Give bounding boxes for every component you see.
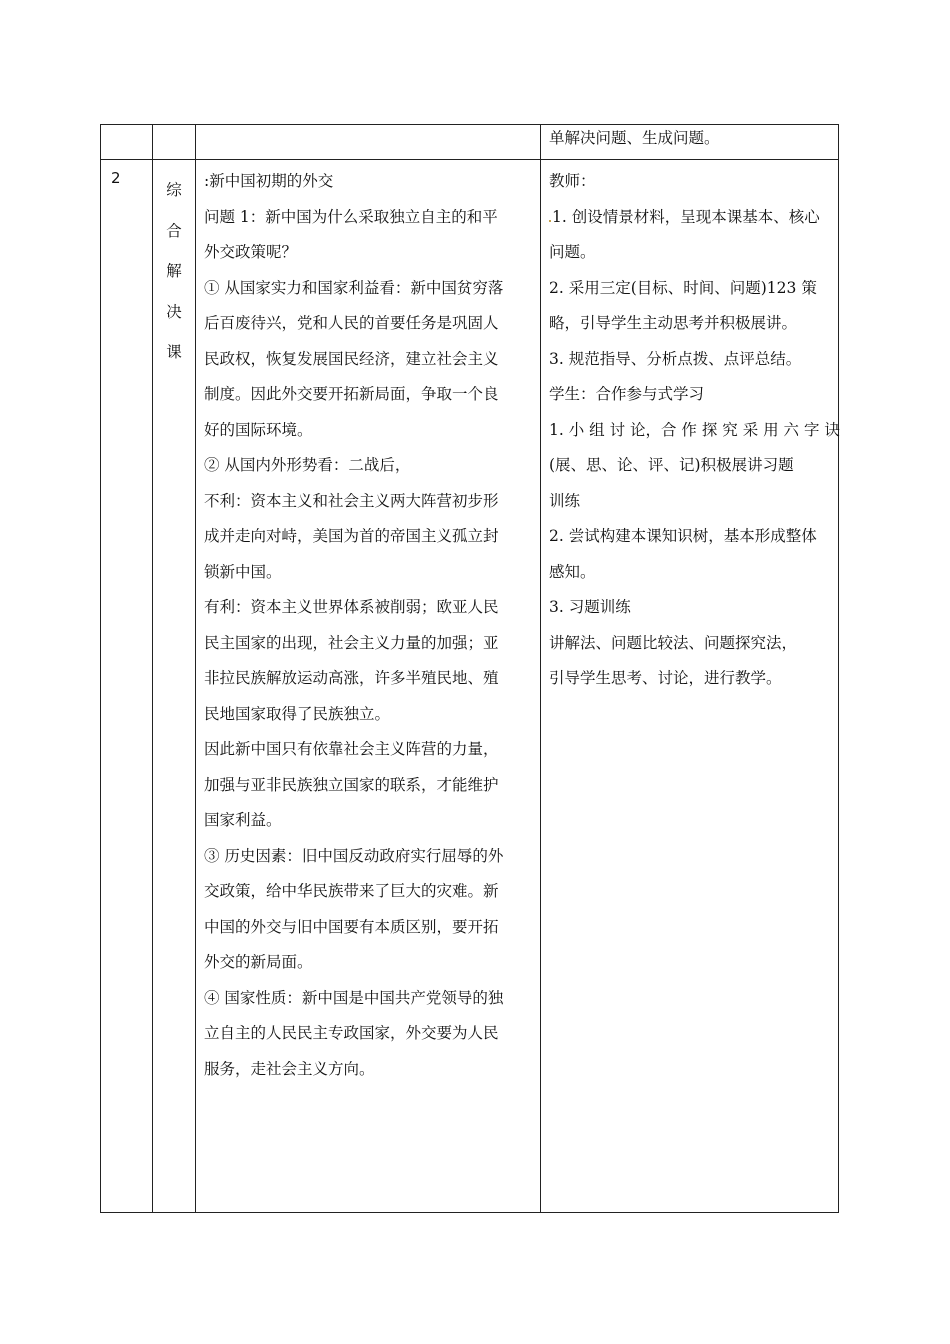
- content-line: 不利：资本主义和社会主义两大阵营初步形: [204, 491, 499, 510]
- method-line: 问题。: [549, 243, 596, 261]
- content-line: 好的国际环境。: [204, 420, 313, 439]
- content-line: 问题 1：新中国为什么采取独立自主的和平: [204, 207, 498, 226]
- lesson-type-vertical: [153, 160, 195, 373]
- lesson-type-char: 决: [166, 302, 182, 321]
- content-line: 后百废待兴，党和人民的首要任务是巩固人: [204, 314, 499, 332]
- content-line: 成并走向对峙，美国为首的帝国主义孤立封: [204, 527, 499, 545]
- lesson-type-cell: [153, 160, 196, 1213]
- method-line: 3. 习题训练: [549, 598, 631, 616]
- method-text: [541, 160, 838, 697]
- step-number-cell: [101, 160, 153, 1213]
- content-line: 交政策，给中华民族带来了巨大的灾难。新: [204, 882, 499, 900]
- content-line: ② 从国内外形势看：二战后，: [204, 456, 411, 474]
- lesson-type-char: 课: [166, 343, 182, 361]
- lesson-plan-table: [100, 124, 839, 1213]
- content-line: 立自主的人民民主专政国家，外交要为人民: [204, 1024, 499, 1042]
- content-text: [196, 160, 540, 1087]
- content-line: 外交政策呢？: [204, 243, 298, 261]
- content-line: 外交的新局面。: [204, 953, 313, 971]
- method-line: 讲解法、问题比较法、问题探究法，: [549, 633, 798, 652]
- method-line: 1. 小 组 讨 论，合 作 探 究 采 用 六 字 诀: [549, 420, 840, 439]
- method-line: 2. 尝试构建本课知识树，基本形成整体: [549, 527, 817, 545]
- lesson-type-char: 解: [166, 262, 182, 280]
- content-line: :新中国初期的外交: [204, 172, 334, 190]
- method-line: 3. 规范指导、分析点拨、点评总结。: [549, 349, 802, 368]
- content-line: 因此新中国只有依靠社会主义阵营的力量，: [204, 740, 499, 758]
- method-line: 感知。: [549, 562, 596, 581]
- content-line: ① 从国家实力和国家利益看：新中国贫穷落: [204, 278, 504, 297]
- content-line: ④ 国家性质：新中国是中国共产党领导的独: [204, 988, 504, 1007]
- method-line: 2. 采用三定(目标、时间、问题)123 策: [549, 278, 817, 297]
- method-line: (展、思、论、评、记)积极展讲习题: [549, 456, 794, 474]
- method-line: 引导学生思考、讨论，进行教学。: [549, 669, 782, 687]
- content-line: 国家利益。: [204, 811, 282, 829]
- content-line: 服务，走社会主义方向。: [204, 1059, 375, 1078]
- method-cell-continued: 单解决问题、生成问题。: [541, 125, 839, 160]
- table-cell-empty: [153, 125, 196, 160]
- table-cell-empty: [101, 125, 153, 160]
- table-cell-empty: [196, 125, 541, 160]
- margin-mark: [549, 220, 551, 222]
- table-row: [101, 125, 839, 160]
- content-line: 民主国家的出现，社会主义力量的加强；亚: [204, 633, 499, 652]
- content-line: 中国的外交与旧中国要有本质区别，要开拓: [204, 917, 499, 936]
- content-line: 有利：资本主义世界体系被削弱；欧亚人民: [204, 598, 499, 616]
- method-line: 训练: [549, 491, 581, 510]
- content-line: ③ 历史因素：旧中国反动政府实行屈辱的外: [204, 846, 504, 865]
- step-number: 2: [111, 169, 121, 187]
- content-line: 制度。因此外交要开拓新局面，争取一个良: [204, 385, 499, 403]
- method-line: 学生：合作参与式学习: [549, 385, 705, 403]
- content-line: 非拉民族解放运动高涨，许多半殖民地、殖: [204, 669, 499, 687]
- method-line: 教师：: [549, 172, 596, 190]
- lesson-type-char: 合: [166, 221, 182, 240]
- content-line: 民政权，恢复发展国民经济，建立社会主义: [204, 349, 499, 368]
- method-line: 略，引导学生主动思考并积极展讲。: [549, 314, 798, 332]
- table-row: [101, 160, 839, 1213]
- method-cell: [541, 160, 839, 1213]
- content-line: 加强与亚非民族独立国家的联系，才能维护: [204, 775, 499, 794]
- lesson-type-char: 综: [166, 181, 182, 199]
- content-cell: [196, 160, 541, 1213]
- method-line: 1. 创设情景材料，呈现本课基本、核心: [549, 200, 834, 236]
- content-line: 民地国家取得了民族独立。: [204, 704, 391, 723]
- content-line: 锁新中国。: [204, 562, 282, 581]
